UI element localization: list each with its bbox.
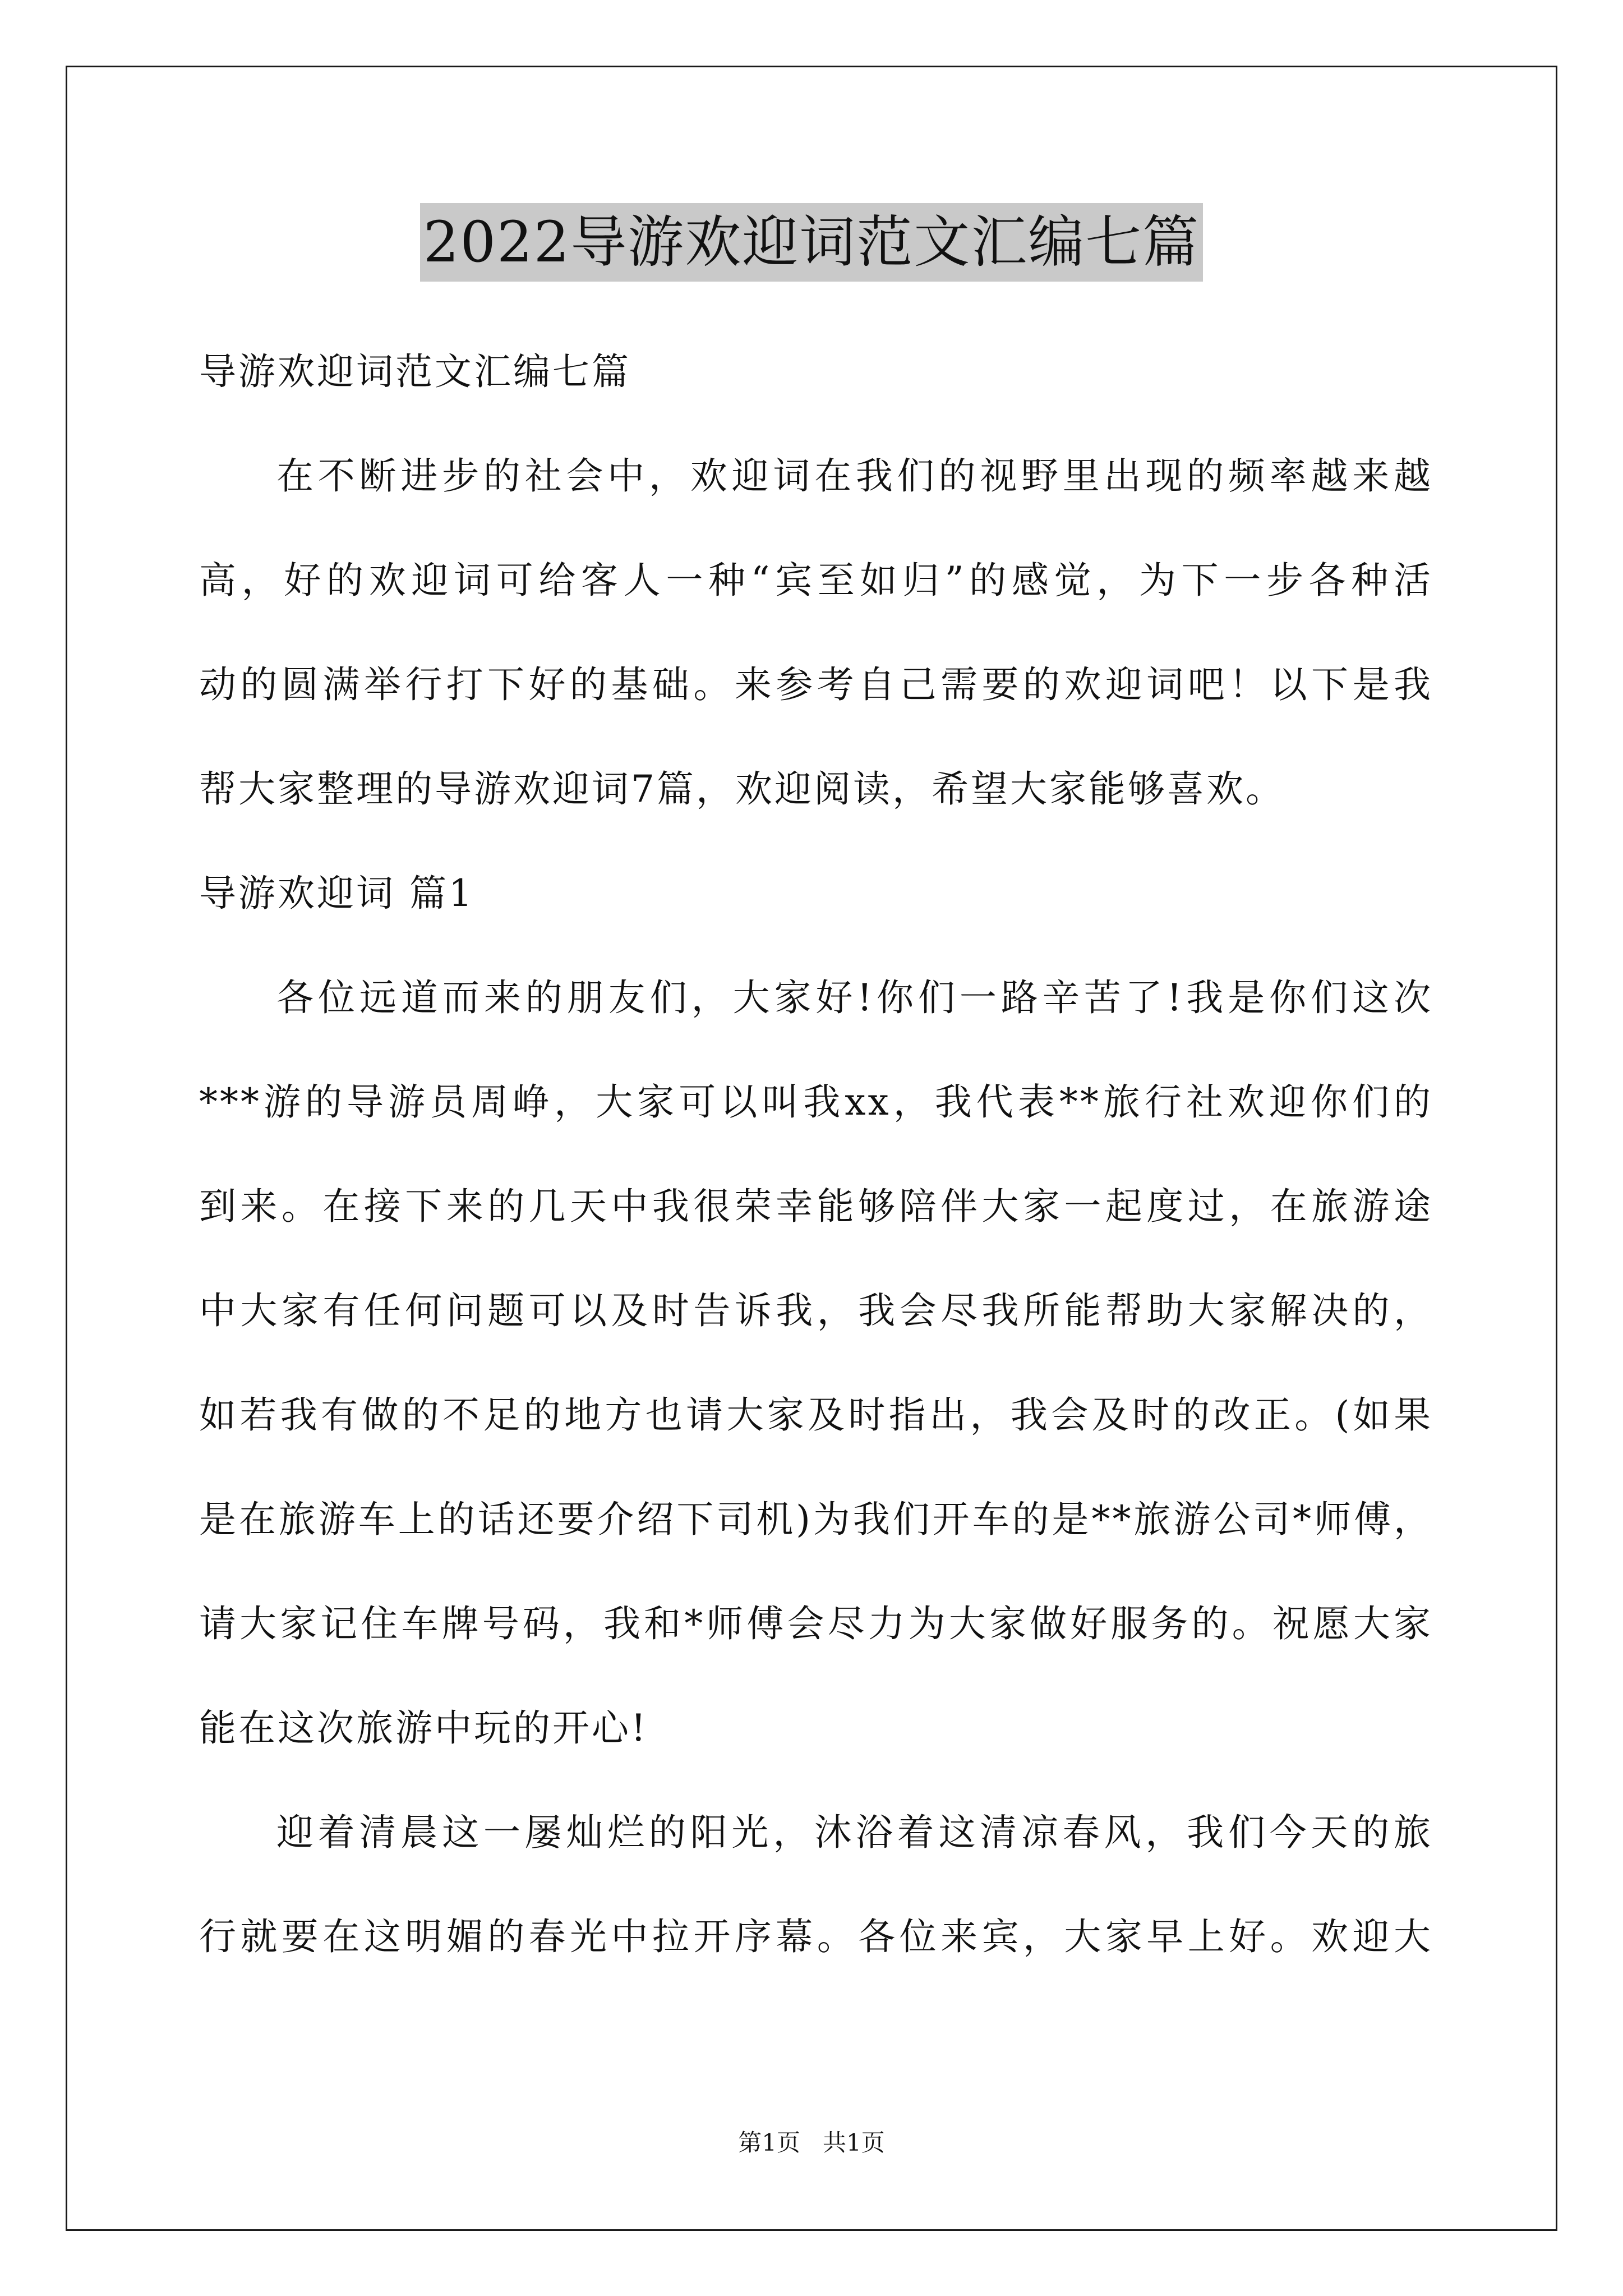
body-line: 到来。在接下来的几天中我很荣幸能够陪伴大家一起度过，在旅游途	[199, 1185, 1433, 1228]
body-line: ***游的导游员周峥，大家可以叫我xx，我代表**旅行社欢迎你们的	[199, 1080, 1433, 1124]
body-line: 高，好的欢迎词可给客人一种“宾至如归”的感觉，为下一步各种活	[199, 559, 1433, 602]
body-line: 在不断进步的社会中，欢迎词在我们的视野里出现的频率越来越	[276, 454, 1433, 498]
section-heading: 导游欢迎词 篇1	[199, 872, 474, 915]
page-number: 第1页	[738, 2129, 800, 2156]
body-line: 如若我有做的不足的地方也请大家及时指出，我会及时的改正。(如果	[199, 1393, 1433, 1437]
body-line: 导游欢迎词范文汇编七篇	[199, 350, 631, 393]
title-container	[0, 203, 1623, 282]
body-line: 是在旅游车上的话还要介绍下司机)为我们开车的是**旅游公司*师傅，	[199, 1498, 1433, 1541]
body-line: 帮大家整理的导游欢迎词7篇，欢迎阅读，希望大家能够喜欢。	[199, 767, 1285, 811]
body-line: 各位远道而来的朋友们，大家好!你们一路辛苦了!我是你们这次	[276, 976, 1433, 1019]
page-footer	[0, 2126, 1623, 2160]
page-total: 共1页	[823, 2129, 885, 2156]
body-line: 动的圆满举行打下好的基础。来参考自己需要的欢迎词吧！以下是我	[199, 663, 1433, 706]
body-line: 迎着清晨这一屡灿烂的阳光，沐浴着这清凉春风，我们今天的旅	[276, 1811, 1433, 1854]
document-body	[199, 320, 1433, 1989]
body-line: 请大家记住车牌号码，我和*师傅会尽力为大家做好服务的。祝愿大家	[199, 1602, 1433, 1645]
body-line: 中大家有任何问题可以及时告诉我，我会尽我所能帮助大家解决的，	[199, 1289, 1433, 1332]
document-title: 2022导游欢迎词范文汇编七篇	[420, 203, 1204, 282]
body-line: 行就要在这明媚的春光中拉开序幕。各位来宾，大家早上好。欢迎大	[199, 1915, 1433, 1958]
body-line: 能在这次旅游中玩的开心!	[199, 1706, 648, 1750]
